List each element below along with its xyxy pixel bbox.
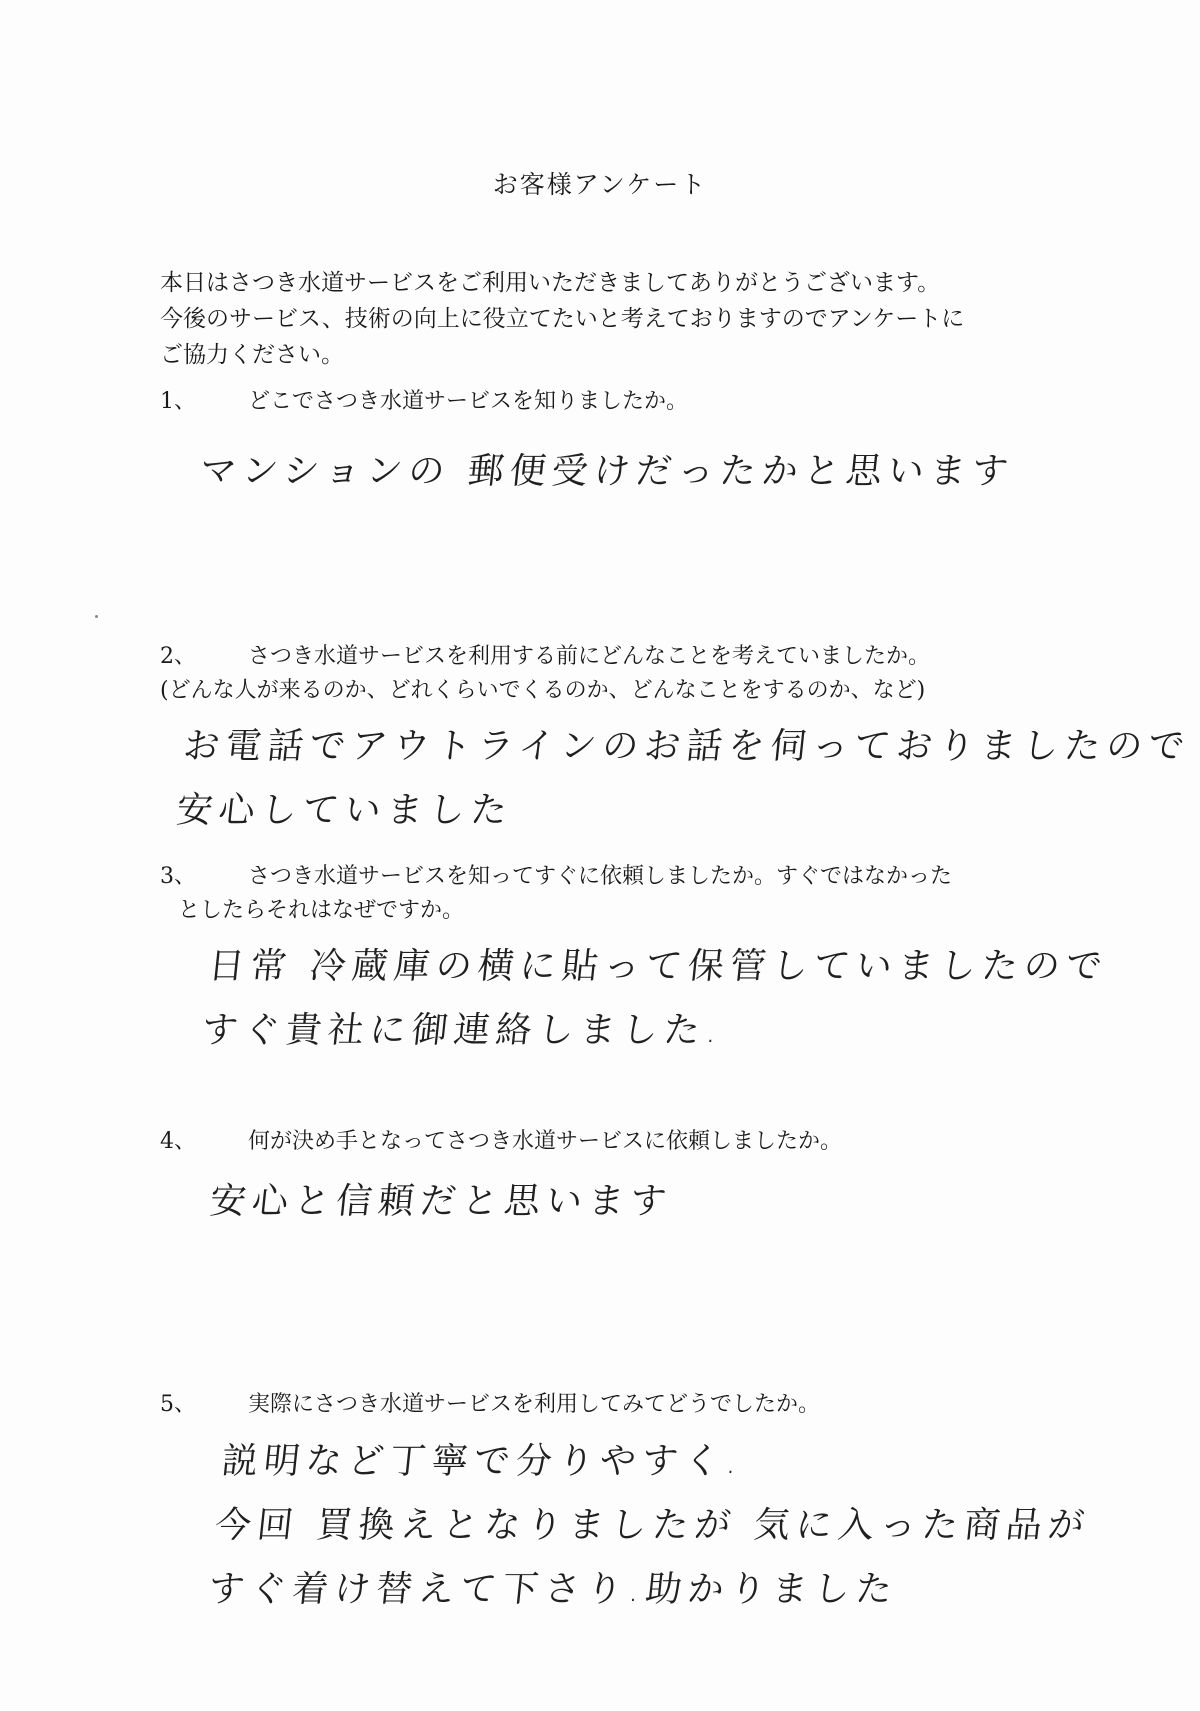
answer-line: 説明など丁寧で分りやすく. [219,1441,746,1482]
question-text: どこでさつき水道サービスを知りましたか。 [248,389,689,414]
page-title: お客様アンケート [492,170,708,199]
question-5 [160,1388,820,1422]
intro-line-1: 本日はさつき水道サービスをご利用いただきましてありがとうございます。 [160,270,941,296]
answer-line: マンションの 郵便受けだったかと思います [197,451,1017,492]
intro-line-2: 今後のサービス、技術の向上に役立てたいと考えておりますのでアンケートに [160,306,965,332]
question-4 [160,1125,842,1159]
question-1 [160,385,688,419]
scan-speck [95,615,98,618]
question-text: 何が決め手となってさつき水道サービスに依頼しましたか。 [248,1129,843,1154]
answer-line: すぐ着け替えて下さり.助かりました [206,1569,900,1610]
question-2 [160,640,930,708]
question-number: 2、 [160,644,196,669]
answer-2 [173,715,1193,843]
answer-line: 安心と信頼だと思います [207,1181,675,1222]
question-continuation: としたらそれはなぜですか。 [178,898,465,923]
question-text: さつき水道サービスを利用する前にどんなことを考えていましたか。 [248,644,931,669]
intro-line-3: ご協力ください。 [160,342,344,368]
answer-4 [207,1170,676,1234]
answer-line: すぐ貴社に御連絡しました. [199,1010,726,1051]
answer-line: お電話でアウトラインのお話を伺っておりましたので [181,726,1193,767]
answer-5 [205,1430,1100,1622]
answer-line: 今回 買換えとなりましたが 気に入った商品が [212,1505,1093,1546]
intro-text [160,265,1080,373]
question-number: 5、 [160,1392,196,1417]
question-number: 3、 [160,864,196,889]
question-subtext: (どんな人が来るのか、どれくらいでくるのか、どんなことをするのか、など) [160,678,926,703]
answer-3 [198,935,1111,1063]
question-3 [160,860,952,928]
answer-1 [197,440,1018,504]
answer-line: 日常 冷蔵庫の横に貼って保管していましたので [206,946,1111,987]
question-number: 4、 [160,1129,196,1154]
answer-line: 安心していました [174,790,515,831]
question-text: 実際にさつき水道サービスを利用してみてどうでしたか。 [248,1392,821,1417]
question-number: 1、 [160,389,196,414]
question-text: さつき水道サービスを知ってすぐに依頼しましたか。すぐではなかった [248,864,953,889]
